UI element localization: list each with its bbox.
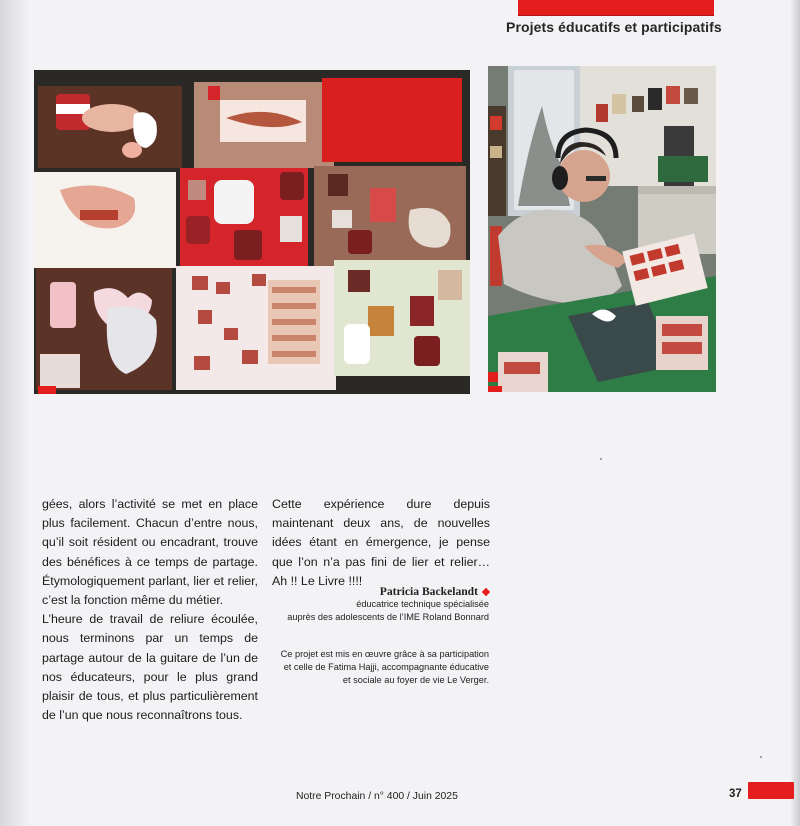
section-title: Projets éducatifs et participatifs [506,19,722,35]
photo-corner-marker [488,386,502,392]
paper-speck [600,458,602,460]
article-paragraph: Cette expérience dure depuis maintenant deux ans, de nouvelles idées étant en émergence, je pense que l’on n’a pas fini de lier et relier… Ah !! Le Livre !!!! [272,497,490,588]
collage-photo [34,70,470,394]
signature-block [287,585,489,624]
workshop-illustration [488,66,716,392]
page-gutter-shadow [0,0,30,826]
page-number: 37 [729,788,742,800]
author-role-line-2: auprès des adolescents de l’IME Roland Bonnard [287,612,489,622]
credits-line-2: et celle de Fatima Hajji, accompagnante éducative [283,662,489,672]
photo-corner-marker [38,386,56,394]
article-paragraph: L’heure de travail de reliure écoulée, nous terminons par un temps de partage autour de la guitare de l’un de nos éducateurs, pour le plus grand plaisir de tous, et plus particulièrement de l’un que nous reconnaîtrons tous. [42,612,258,723]
photo-corner-marker-2 [488,372,498,382]
workshop-photo [488,66,716,392]
article-left-column [42,495,258,725]
article-paragraph: gées, alors l’activité se met en place plus facilement. Chacun d’entre nous, qu’il soit résident ou encadrant, trouve des bénéfices à ce temps de partage. Étymologiquement parlant, lier et relier, c’est la fonction même du métier. [42,497,258,608]
header-accent-bar [518,0,714,16]
collage-illustration [34,70,470,394]
author-line [287,585,489,598]
diamond-icon [482,587,490,595]
paper-speck [760,756,762,758]
credits-line-1: Ce projet est mis en œuvre grâce à sa participation [280,649,489,659]
credits-note [281,648,489,687]
footer-accent-bar [748,782,794,799]
author-name: Patricia Backelandt [379,585,478,598]
author-role-line-1: éducatrice technique spécialisée [356,599,489,609]
article-middle-column [272,495,490,591]
publication-footer: Notre Prochain / n° 400 / Juin 2025 [296,791,458,802]
credits-line-3: et sociale au foyer de vie Le Verger. [342,675,489,685]
page-edge-shadow [790,0,800,826]
